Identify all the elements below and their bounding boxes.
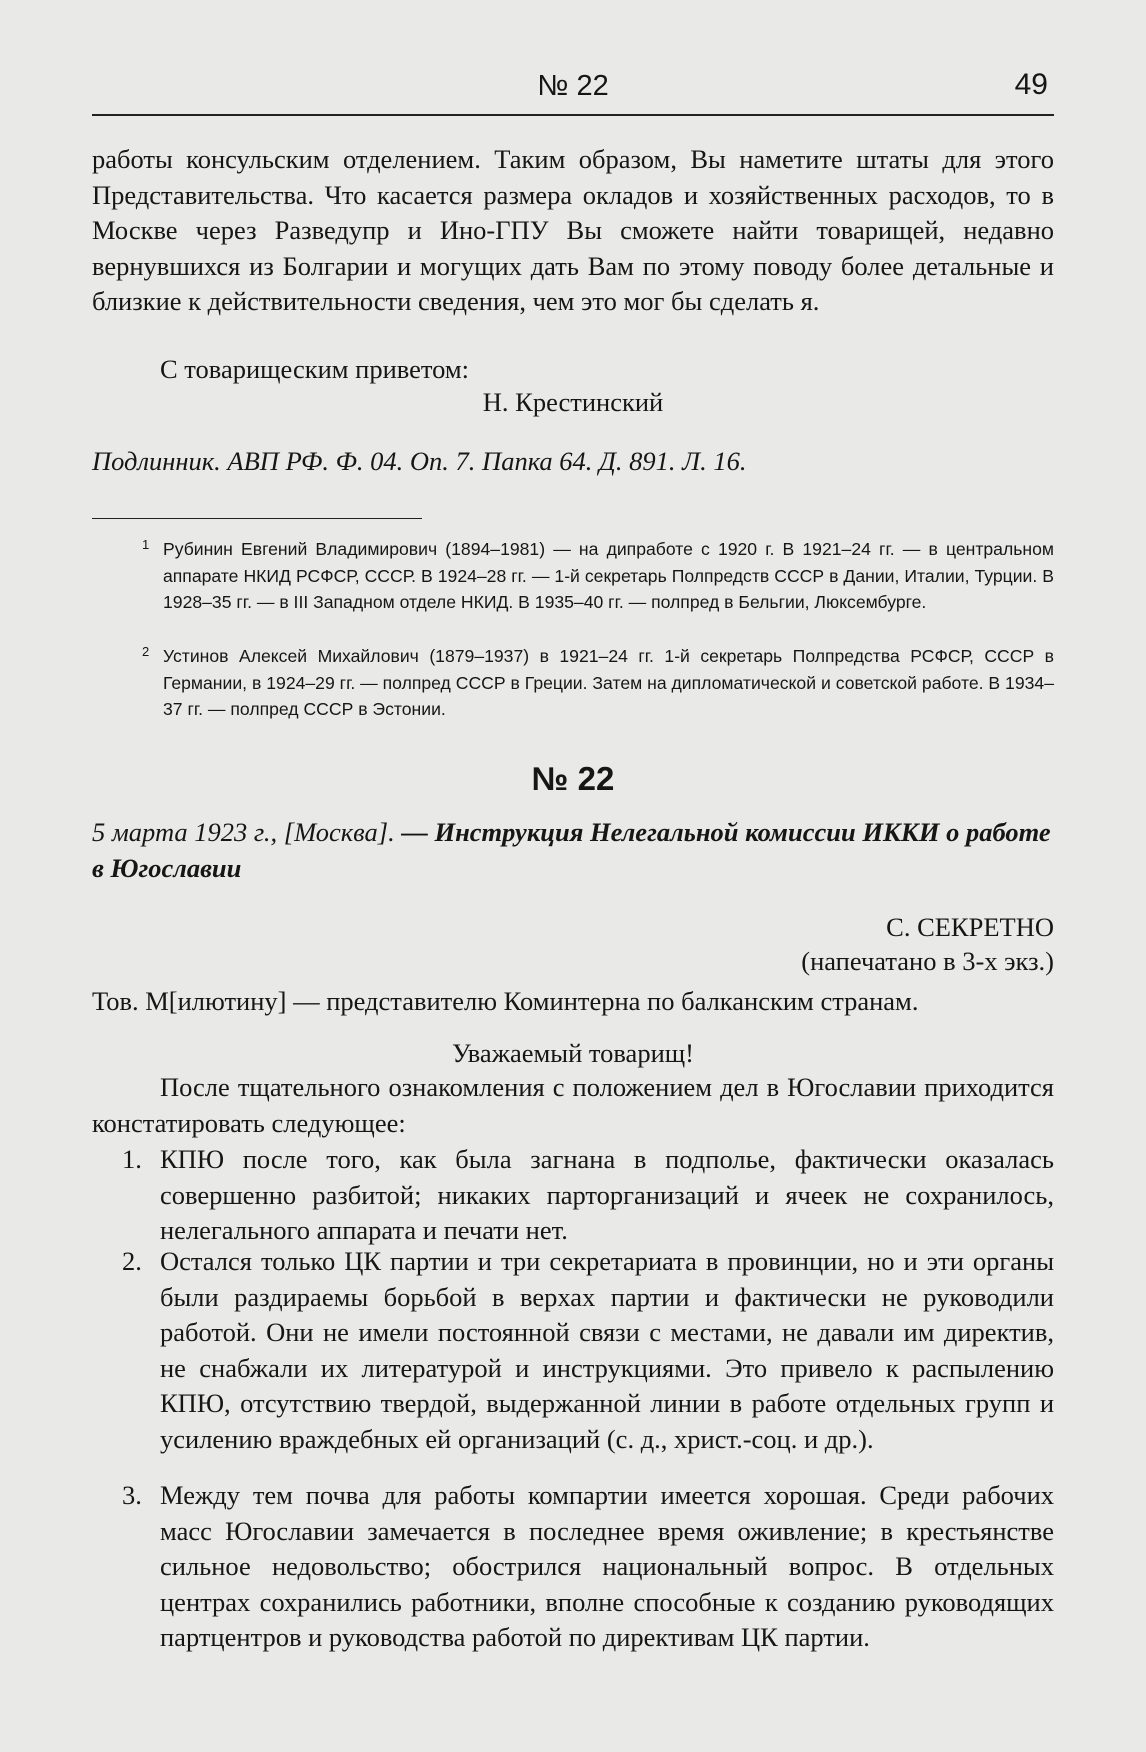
footnote-divider <box>92 518 422 519</box>
continuation-paragraph: работы консульским отделением. Таким образом, Вы наметите штаты для этого Представительства. Что касается размера окладов и хозяйственных расходов, то в Москве через Разведупр и Ино-ГПУ Вы сможете найти товарищей, недавно вернувшихся из Болгарии и могущих дать Вам по этому поводу более детальные и близкие к действительности сведения, чем это мог бы сделать я. <box>92 144 1054 317</box>
footnote-text: Рубинин Евгений Владимирович (1894–1981) — на дипработе с 1920 г. В 1921–24 гг. — в центральном аппарате НКИД РСФСР, СССР. В 1924–28 гг. — 1-й секретарь Полпредств СССР в Дании, Италии, Турции. В 1928–35 гг. — в III Западном отделе НКИД. В 1935–40 гг. — полпред в Бельгии, Люксембурге. <box>163 539 1054 612</box>
page-header <box>92 62 1054 116</box>
closing-greeting: С товарищеским приветом: <box>160 354 470 384</box>
list-item-number: 2. <box>122 1246 142 1276</box>
list-item-1 <box>92 1142 1054 1249</box>
footnote-2 <box>92 643 1054 723</box>
list-item-number: 3. <box>122 1480 142 1510</box>
footnote-1 <box>92 536 1054 616</box>
list-item-2 <box>92 1244 1054 1458</box>
footnote-text: Устинов Алексей Михайлович (1879–1937) в 1921–24 гг. 1-й секретарь Полпредства РСФСР, СССР в Германии, в 1924–29 гг. — полпред СССР в Греции. Затем на дипломатической и советской работе. В 1934–37 гг. — полпред СССР в Эстонии. <box>163 646 1054 719</box>
document-number: № 22 <box>531 760 615 797</box>
list-item-text: Между тем почва для работы компартии имеется хорошая. Среди рабочих масс Югославии замечается в последнее время оживление; в крестьянстве сильное недовольство; обострился национальный вопрос. В отдельных центрах сохранились работники, вполне способные к созданию руководящих партцентров и руководства работой по директивам ЦК партии. <box>160 1480 1054 1653</box>
document-title: — Инструкция Нелегальной комиссии ИККИ о работе в Югославии <box>92 817 1051 883</box>
document-heading <box>92 814 1054 886</box>
header-doc-number: № 22 <box>537 70 609 102</box>
list-item-text: КПЮ после того, как была загнана в подполье, фактически оказалась совершенно разбитой; никаких парторганизаций и ячеек не сохранилось, нелегального аппарата и печати нет. <box>160 1144 1054 1246</box>
footnote-mark: 2 <box>142 644 150 659</box>
list-item-text: Остался только ЦК партии и три секретариата в провинции, но и эти органы были раздираемы борьбой в верхах партии и фактически не руководили работой. Они не имели постоянной связи с местами, не давали им директив, не снабжали их литературой и инструкциями. Это привело к распылению КПЮ, отсутствию твердой, выдержанной линии в работе отдельных групп и усилению враждебных ей организаций (с. д., христ.-соц. и др.). <box>160 1246 1054 1454</box>
document-date: 5 марта 1923 г., [Москва]. <box>92 817 395 847</box>
copies-note: (напечатано в 3-х экз.) <box>801 946 1054 976</box>
secrecy-stamp: С. СЕКРЕТНО <box>886 912 1054 942</box>
list-item-3 <box>92 1478 1054 1656</box>
archive-source: Подлинник. АВП РФ. Ф. 04. Оп. 7. Папка 64. Д. 891. Л. 16. <box>92 446 747 476</box>
list-item-number: 1. <box>122 1144 142 1174</box>
salutation: Уважаемый товарищ! <box>452 1038 694 1068</box>
intro-paragraph: После тщательного ознакомления с положением дел в Югославии приходится констатировать следующее: <box>92 1072 1054 1138</box>
signature: Н. Крестинский <box>482 387 664 417</box>
page-number: 49 <box>1014 68 1048 101</box>
footnote-mark: 1 <box>142 537 150 552</box>
addressee: Тов. М[илютину] — представителю Коминтерна по балканским странам. <box>92 986 919 1016</box>
